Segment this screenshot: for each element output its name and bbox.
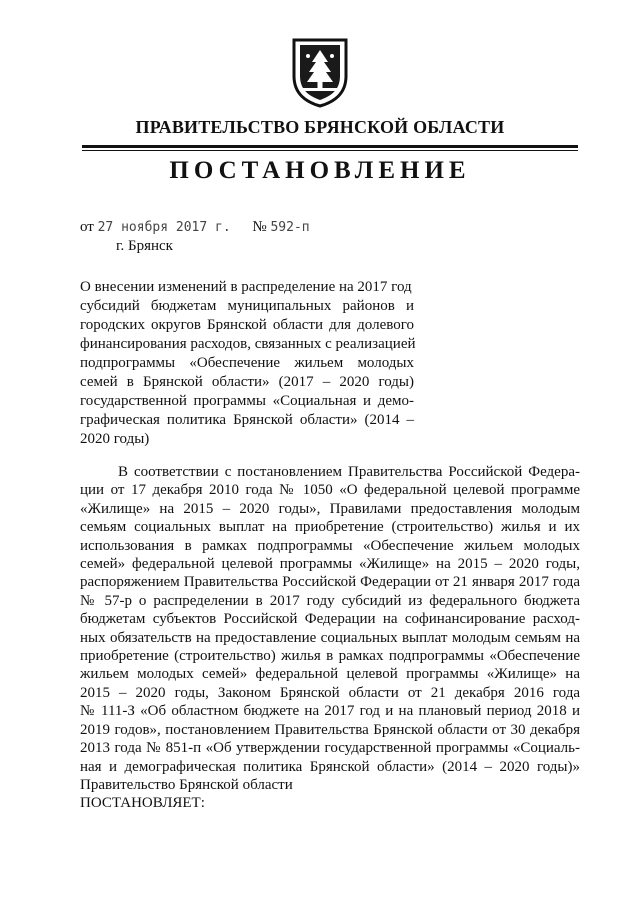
body-line: 2013 года № 851-п «Об утверждении государственной программы «Социаль- xyxy=(80,740,580,757)
coat-of-arms-icon xyxy=(286,36,354,108)
date-number-line xyxy=(80,219,310,236)
body-line: 2015 – 2020 годы, Законом Брянской области от 21 декабря 2016 года xyxy=(80,684,580,701)
document-number: 592-п xyxy=(270,220,310,235)
body-line: использования в рамках подпрограммы «Обеспечение жильем молодых xyxy=(80,537,580,554)
header-rule-thick xyxy=(82,145,578,148)
subject-line: подпрограммы «Обеспечение жильем молодых xyxy=(80,355,414,371)
subject-line: городских округов Брянской области для долевого xyxy=(80,317,414,333)
body-paragraph xyxy=(80,463,580,813)
body-line: приобретение (строительство) жилья в рамках подпрограммы «Обеспечение xyxy=(80,648,580,665)
header-rule-thin xyxy=(82,150,578,151)
body-line: Правительство Брянской области xyxy=(80,776,293,793)
body-line: ная и демографическая политика Брянской области» (2014 – 2020 годы)» xyxy=(80,758,580,775)
body-line: семьям социальных выплат на приобретение (строительство) жилья и их xyxy=(80,519,580,536)
resolution-word: ПОСТАНОВЛЯЕТ: xyxy=(80,795,205,812)
subject-line: 2020 годы) xyxy=(80,431,150,447)
body-line: 2019 годов», постановлением Правительства Брянской области от 30 декабря xyxy=(80,721,580,738)
document-date: 27 ноября 2017 г. xyxy=(97,220,231,235)
subject-line: графическая политика Брянской области» (2014 – xyxy=(80,412,414,428)
body-line: № 111-З «Об областном бюджете на 2017 год и на плановый период 2018 и xyxy=(80,703,580,720)
subject-line: О внесении изменений в распределение на 2017 год xyxy=(80,279,412,295)
date-prefix: от xyxy=(80,219,94,235)
body-line: № 57-р о распределении в 2017 году субсидий из федерального бюджета xyxy=(80,592,580,609)
number-label: № xyxy=(252,219,267,235)
city-name: г. Брянск xyxy=(116,238,173,254)
body-line: распоряжением Правительства Российской Федерации от 21 января 2017 года xyxy=(80,574,580,591)
subject-block xyxy=(80,278,414,449)
body-line: В соответствии с постановлением Правительства Российской Федера- xyxy=(118,464,580,480)
body-line: ных обязательств на предоставление социальных выплат молодым семьям на xyxy=(80,629,580,646)
body-line: ции от 17 декабря 2010 года № 1050 «О федеральной целевой программе xyxy=(80,482,580,499)
subject-line: государственной программы «Социальная и демо- xyxy=(80,393,414,409)
document-type-title: ПОСТАНОВЛЕНИЕ xyxy=(169,157,471,184)
body-line: бюджетам субъектов Российской Федерации на софинансирование расход- xyxy=(80,611,580,628)
body-line: жильем молодых семей» федеральной целевой программы «Жилище» на xyxy=(80,666,580,683)
organization-title: ПРАВИТЕЛЬСТВО БРЯНСКОЙ ОБЛАСТИ xyxy=(135,117,505,137)
subject-line: финансирования расходов, связанных с реализацией xyxy=(80,336,416,352)
subject-line: субсидий бюджетам муниципальных районов и xyxy=(80,298,414,314)
subject-line: семей в Брянской области» (2017 – 2020 годы) xyxy=(80,374,414,390)
body-line: семей» федеральной целевой программы «Жилище» на 2015 – 2020 годы, xyxy=(80,556,580,573)
body-line: «Жилище» на 2015 – 2020 годы», Правилами предоставления молодым xyxy=(80,500,580,517)
